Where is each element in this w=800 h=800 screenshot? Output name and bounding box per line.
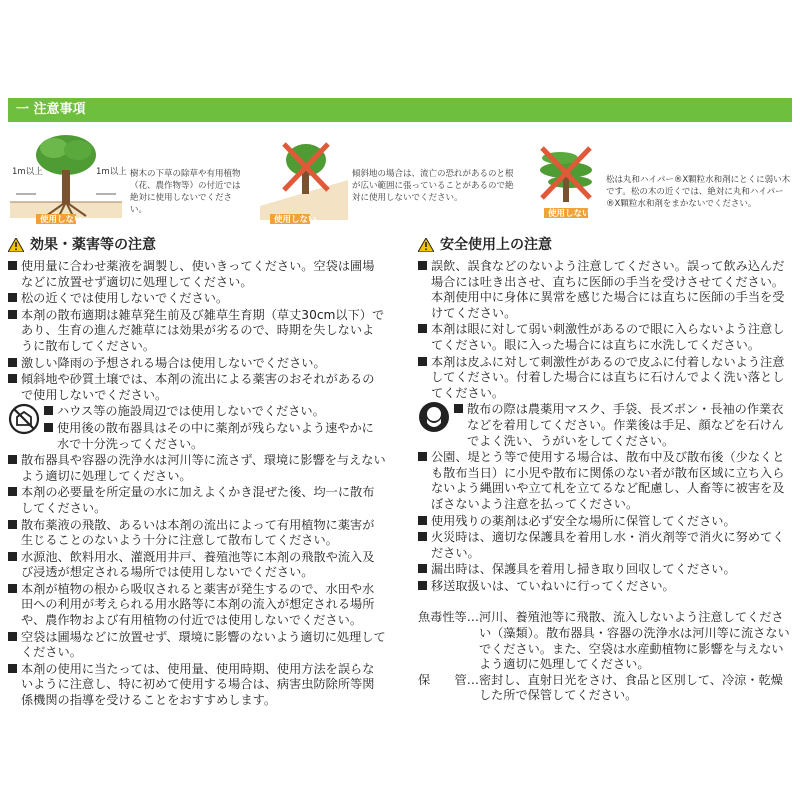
greenhouse-notice [8,403,386,452]
do-not-use-banner: 使用しない [40,215,83,225]
list-item: 本剤は皮ふに対して刺激性があるので皮ふに付着しないよう注意してください。付着した場合には直ちに石けんでよく洗い落としてください。 [418,355,792,402]
illustration-tree-undergrowth [8,130,248,230]
list-item: 散布薬液の飛散、あるいは本剤の流出によって有用植物に薬害が生じることのないよう十分に注意して散布してください。 [8,518,386,549]
storage-note [418,673,792,704]
warning-icon [418,238,434,252]
note-label: 保 管… [418,672,479,687]
warning-icon [8,238,24,252]
list-item: 使用後の散布器具はその中に薬剤が残らないよう速やかに水で十分洗ってください。 [44,421,386,452]
safety-title [418,235,792,255]
distance-label-left: 1m以上 [12,167,43,177]
list-item: 本剤が植物の根から吸収されると薬害が発生するので、水田や水田への利用が考えられる用水路等に本剤の流入が想定される場所や、農作物および有用植物の付近では使用しないでください。 [8,582,386,629]
note-text: 河川、養殖池等に飛散、流入しないよう注意してください（藻類）。散布器具・容器の洗浄水は河川等に流さないでください。また、空袋は水産動植物に影響を与えないよう適切に処理してください。 [478,610,790,672]
fish-toxicity-note [418,610,792,672]
list-item: 火災時は、適切な保護具を着用し水・消火剤等で消火に努めてください。 [418,530,792,561]
distance-label-right: 1m以上 [96,167,127,177]
list-item: 傾斜地や砂質土壌では、本剤の流出による薬害のおそれがあるので使用しないでください。 [8,372,386,403]
list-item: 本剤の散布適期は雑草発生前及び雑草生育期（草丈30cm以下）であり、生育の進んだ雑草には効果が劣るので、時期を失しないように散布してください。 [8,308,386,355]
list-item: 散布器具や容器の洗浄水は河川等に流さず、環境に影響を与えないよう適切に処理してください。 [8,453,386,484]
list-item: 使用残りの薬剤は必ず安全な場所に保管してください。 [418,514,792,530]
mask-icon [418,401,450,433]
list-item: 漏出時は、保護具を着用し掃き取り回収してください。 [418,562,792,578]
list-item: 激しい降雨の予想される場合は使用しないでください。 [8,356,386,372]
list-item: 公園、堤とう等で使用する場合は、散布中及び散布後（少なくとも散布当日）に小児や散布に関係のない者が散布区域に立ち入らないよう縄囲いや立て札を立てるなど配慮し、人畜等に被害を及ぼさないよう注意を払ってください。 [418,450,792,512]
illustration-caption: 松は丸和ハイパー®X顆粒水和剤にとくに弱い木です。松の木の近くでは、絶対に丸和ハイパー®X顆粒水和剤をまかないでください。 [606,175,791,209]
protective-gear-notice [418,401,792,449]
list-item: ハウス等の施設周辺では使用しないでください。 [44,404,386,420]
illustration-pine [530,130,792,230]
do-not-use-banner: 使用しない [548,209,591,219]
list-item: 本剤の使用に当たっては、使用量、使用時期、使用方法を誤らないように注意し、特に初めて使用する場合は、病害虫防除所等関係機関の指導を受けることをおすすめします。 [8,662,386,709]
list-item: 移送取扱いは、ていねいに行ってください。 [418,579,792,595]
note-label: 魚毒性等… [418,610,479,625]
illustration-caption: 樹木の下草の除草や有用植物（花、農作物等）の付近では絶対に使用しないでください。 [130,169,241,215]
list-item: 散布の際は農薬用マスク、手袋、長ズボン・長袖の作業衣などを着用してください。作業後は手足、顔などを石けんでよく洗い、うがいをしてください。 [454,402,792,449]
safety-precautions-column [418,235,792,704]
illustration-slope [260,130,520,230]
section-header: 一 注意事項 [8,98,792,122]
list-item: 本剤は眼に対して弱い刺激性があるので眼に入らないよう注意してください。眼に入った場合には直ちに水洗してください。 [418,322,792,353]
note-text: 密封し、直射日光をさけ、食品と区別して、冷涼・乾燥した所で保管してください。 [478,672,783,703]
safety-title-text: 安全使用上の注意 [440,237,552,253]
list-item: 使用量に合わせ薬液を調製し、使いきってください。空袋は圃場などに放置せず適切に処理してください。 [8,259,386,290]
list-item: 水源池、飲料用水、灌漑用井戸、養殖池等に本剤の飛散や流入及び浸透が想定される場所では使用しないでください。 [8,550,386,581]
no-greenhouse-icon [8,403,40,435]
list-item: 誤飲、誤食などのないよう注意してください。誤って飲み込んだ場合には吐き出させ、直ちに医師の手当を受けさせてください。本剤使用中に身体に異常を感じた場合には直ちに医師の手当を受けてください。 [418,259,792,321]
effects-title-text: 効果・薬害等の注意 [30,237,156,253]
do-not-use-banner: 使用しない [274,215,317,225]
list-item: 松の近くでは使用しないでください。 [8,291,386,307]
list-item: 本剤の必要量を所定量の水に加えよくかき混ぜた後、均一に散布してください。 [8,485,386,516]
illustration-caption: 傾斜地の場合は、流亡の恐れがあるのと根が広い範囲に張っていることがあるので絶対に使用しないでください。 [352,169,514,203]
list-item: 空袋は圃場などに放置せず、環境に影響のないよう適切に処理してください。 [8,630,386,661]
effects-precautions-column [8,235,386,709]
effects-title [8,235,386,255]
